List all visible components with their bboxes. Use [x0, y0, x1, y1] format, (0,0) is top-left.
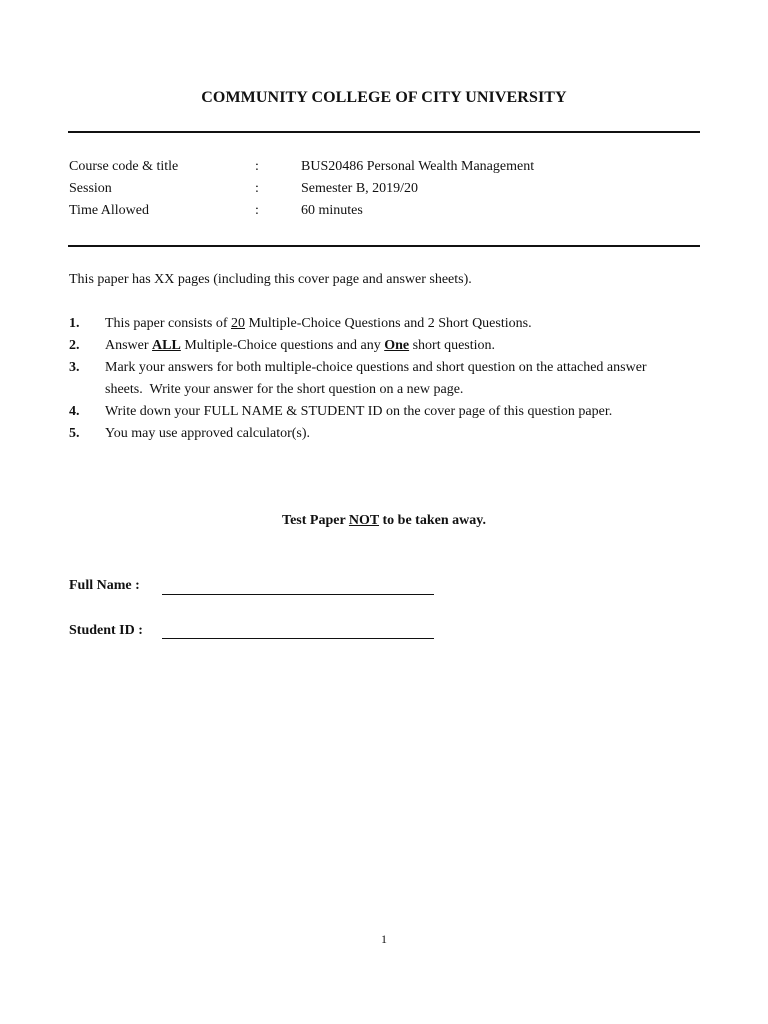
- instruction-number: 1.: [69, 316, 80, 331]
- student-id-label: Student ID :: [69, 623, 143, 638]
- instruction-text: This paper consists of 20 Multiple-Choice Questions and 2 Short Questions.: [105, 316, 532, 331]
- student-id-field[interactable]: [162, 638, 434, 639]
- page-title: COMMUNITY COLLEGE OF CITY UNIVERSITY: [201, 89, 567, 106]
- intro-text: This paper has XX pages (including this cover page and answer sheets).: [69, 272, 472, 287]
- instruction-text: Mark your answers for both multiple-choice questions and short question on the attached answer sheets. Write your answer for the short question on a new page.: [105, 360, 647, 397]
- emphasis-not: NOT: [348, 513, 380, 528]
- meta-label-time: Time Allowed: [69, 203, 149, 218]
- emphasis-all: ALL: [152, 338, 181, 353]
- instruction-number: 2.: [69, 338, 80, 353]
- instruction-text: Write down your FULL NAME & STUDENT ID on the cover page of this question paper.: [105, 404, 613, 419]
- bottom-divider: [68, 245, 700, 247]
- meta-colon: :: [255, 203, 259, 218]
- meta-value-session: Semester B, 2019/20: [301, 181, 419, 196]
- take-away-notice: Test Paper NOT to be taken away.: [282, 513, 486, 528]
- instruction-number: 5.: [69, 426, 80, 441]
- instruction-text: Answer ALL Multiple-Choice questions and any One short question.: [105, 338, 496, 353]
- meta-value-time: 60 minutes: [301, 203, 363, 218]
- emphasis-one: One: [384, 338, 410, 353]
- page-number: 1: [381, 932, 387, 946]
- full-name-field[interactable]: [162, 594, 434, 595]
- meta-value-course: BUS20486 Personal Wealth Management: [301, 159, 535, 174]
- full-name-label: Full Name :: [69, 578, 140, 593]
- meta-label-course: Course code & title: [69, 159, 179, 174]
- instruction-text: You may use approved calculator(s).: [105, 426, 311, 441]
- top-divider: [68, 131, 700, 133]
- meta-colon: :: [255, 181, 259, 196]
- emphasis-count: 20: [230, 316, 245, 331]
- instruction-number: 3.: [69, 360, 80, 375]
- meta-colon: :: [255, 159, 259, 174]
- instruction-number: 4.: [69, 404, 80, 419]
- meta-label-session: Session: [69, 181, 112, 196]
